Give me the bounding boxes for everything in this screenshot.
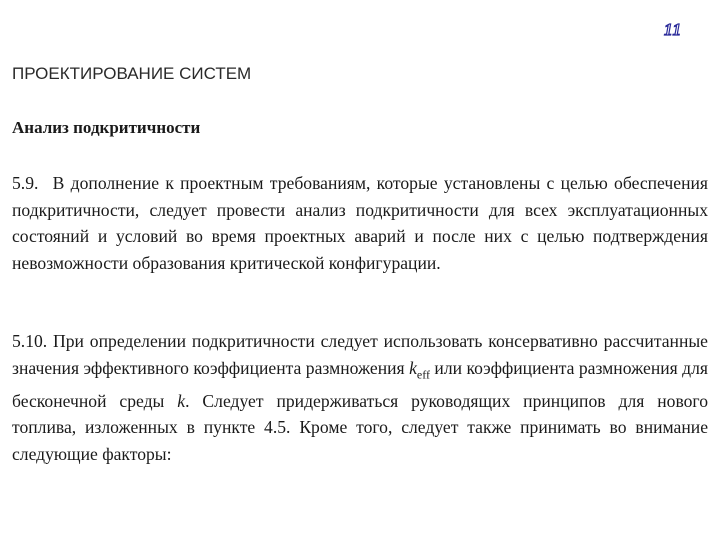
k-symbol: k [177, 390, 186, 411]
paragraph-5-10 [12, 328, 708, 467]
keff-letter: k [409, 357, 417, 378]
keff-subscript: eff [416, 367, 430, 382]
subheading: Анализ подкритичности [12, 118, 201, 137]
paragraph-text: В дополнение к проектным требованиям, которые установлены с целью обеспечения подкритичности, следует провести анализ подкритичности для всех эксплуатационных состояний и условий во время проектных аварий и после них с целью подтверждения невозможности образования критической конфигурации. [12, 173, 708, 273]
section-title: ПРОЕКТИРОВАНИЕ СИСТЕМ [12, 64, 252, 83]
paragraph-number: 5.9. [12, 173, 39, 193]
page-number: 11 [663, 20, 682, 39]
paragraph-number: 5.10. [12, 331, 48, 351]
keff-symbol [409, 357, 430, 382]
paragraph-text-part1: При определении подкритичности следует использовать консервативно рассчитанные значения эффективного коэффициента размножения [12, 331, 708, 378]
paragraph-text-part2: или коэффициента размножения для бесконечной среды [12, 357, 708, 411]
paragraph-5-9 [12, 170, 708, 276]
paragraph-text-part3: . Следует придерживаться руководящих принципов для нового топлива, изложенных в пункте 4.5. Кроме того, следует также принимать во внимание следующие факторы: [12, 390, 709, 464]
